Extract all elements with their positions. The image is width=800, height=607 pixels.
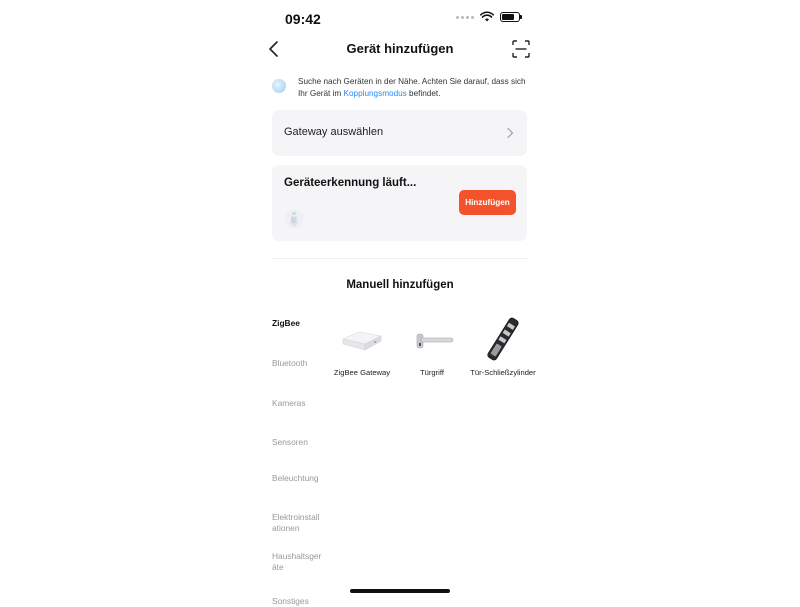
door-lock-cylinder-icon	[478, 319, 528, 359]
door-handle-icon	[407, 323, 457, 359]
select-gateway-row[interactable]	[272, 110, 527, 156]
category-bluetooth[interactable]: Bluetooth	[272, 358, 308, 368]
device-label: ZigBee Gateway	[333, 368, 391, 377]
device-door-lock-cylinder[interactable]	[468, 319, 538, 378]
add-device-button[interactable]: Hinzufügen	[459, 190, 516, 215]
search-hint	[272, 76, 534, 100]
battery-icon	[500, 12, 520, 22]
status-indicators	[456, 12, 520, 22]
category-cameras[interactable]: Kameras	[272, 398, 306, 408]
category-zigbee[interactable]: ZigBee	[272, 318, 300, 328]
scan-qr-icon[interactable]	[512, 40, 530, 58]
home-indicator[interactable]	[350, 589, 450, 593]
gateway-label: Gateway auswählen	[284, 126, 384, 138]
category-appliances[interactable]: Haushaltsgeräte	[272, 551, 322, 572]
hint-text-before: Suche nach Geräten in der Nähe. Achten Sie darauf, dass sich Ihr Gerät im	[298, 77, 526, 98]
detection-title: Geräteerkennung läuft...	[284, 177, 417, 189]
cellular-signal-icon	[456, 16, 474, 19]
category-sensors[interactable]: Sensoren	[272, 437, 308, 447]
device-door-handle[interactable]	[397, 323, 467, 378]
status-time: 09:42	[285, 11, 321, 27]
app-screen	[262, 0, 538, 606]
device-label: Tür-Schließzylinder	[470, 368, 536, 377]
manual-add-title: Manuell hinzufügen	[346, 279, 454, 291]
category-electrical[interactable]: Elektroinstallationen	[272, 512, 320, 533]
device-detection-card	[272, 165, 527, 241]
category-lighting[interactable]: Beleuchtung	[272, 473, 319, 483]
device-label: Türgriff	[420, 368, 444, 377]
bluetooth-search-icon	[272, 79, 286, 93]
chevron-right-icon	[505, 127, 515, 139]
zigbee-gateway-icon	[337, 323, 387, 359]
battery-level	[502, 14, 514, 20]
device-zigbee-gateway[interactable]	[327, 323, 397, 378]
pairing-mode-link[interactable]: Kopplungsmodus	[343, 89, 407, 98]
section-divider	[272, 258, 528, 259]
navigation-bar	[262, 34, 538, 64]
page-title: Gerät hinzufügen	[346, 41, 454, 56]
hint-text-after: befindet.	[406, 89, 441, 98]
category-other[interactable]: Sonstiges	[272, 596, 309, 606]
hint-text	[298, 76, 534, 100]
wifi-icon	[480, 12, 494, 22]
detected-device-icon	[284, 207, 304, 231]
